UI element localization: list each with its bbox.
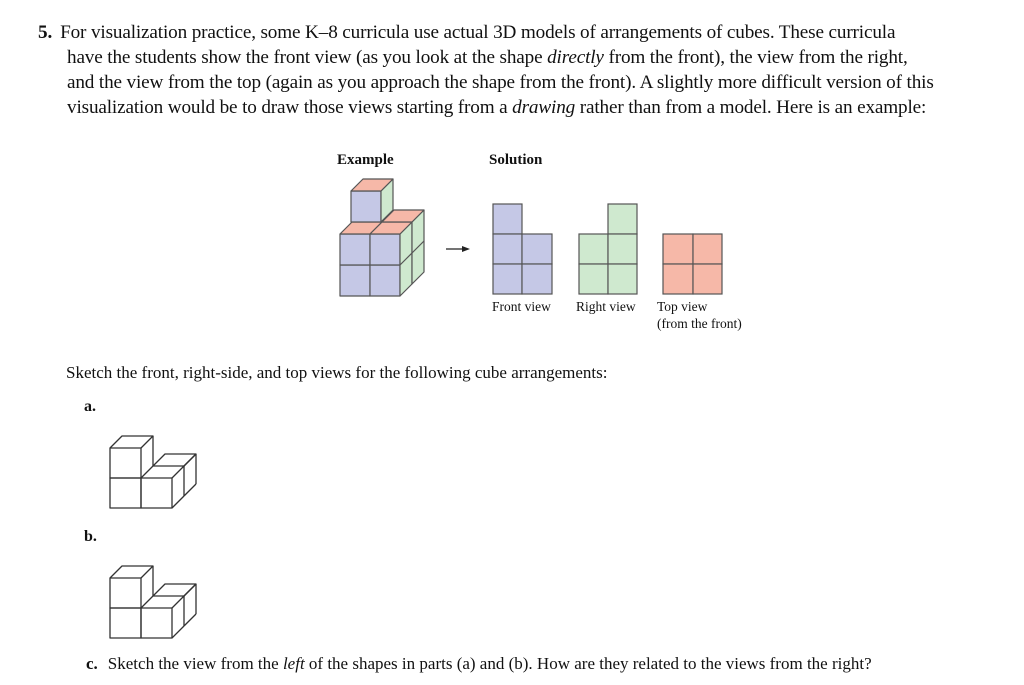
top-view-caption: Top view bbox=[657, 299, 708, 314]
part-c-text: c. Sketch the view from the left of the shapes in parts (a) and (b). How are they related to the views from the right? bbox=[86, 654, 872, 673]
part-c-label: c. bbox=[86, 654, 98, 673]
problem-line-4: visualization would be to draw those views starting from a drawing rather than from a model. Here is an example: bbox=[67, 97, 927, 118]
front-view-caption: Front view bbox=[492, 299, 551, 314]
instruction-text: Sketch the front, right-side, and top views for the following cube arrangements: bbox=[66, 363, 608, 382]
problem-line-3: and the view from the top (again as you approach the shape from the front). A slightly more difficult version of this bbox=[67, 72, 934, 93]
problem-line-2: have the students show the front view (as you look at the shape directly from the front), the view from the right, bbox=[67, 47, 908, 68]
problem-number: 5. bbox=[38, 22, 53, 43]
top-view-caption-sub: (from the front) bbox=[657, 316, 742, 331]
example-label: Example bbox=[337, 152, 394, 168]
part-a-label: a. bbox=[84, 398, 96, 415]
solution-label: Solution bbox=[489, 152, 543, 168]
part-b-label: b. bbox=[84, 528, 97, 545]
right-view-caption: Right view bbox=[576, 299, 636, 314]
problem-line-1: 5. For visualization practice, some K–8 curricula use actual 3D models of arrangements of cubes. These curricula bbox=[38, 22, 896, 43]
